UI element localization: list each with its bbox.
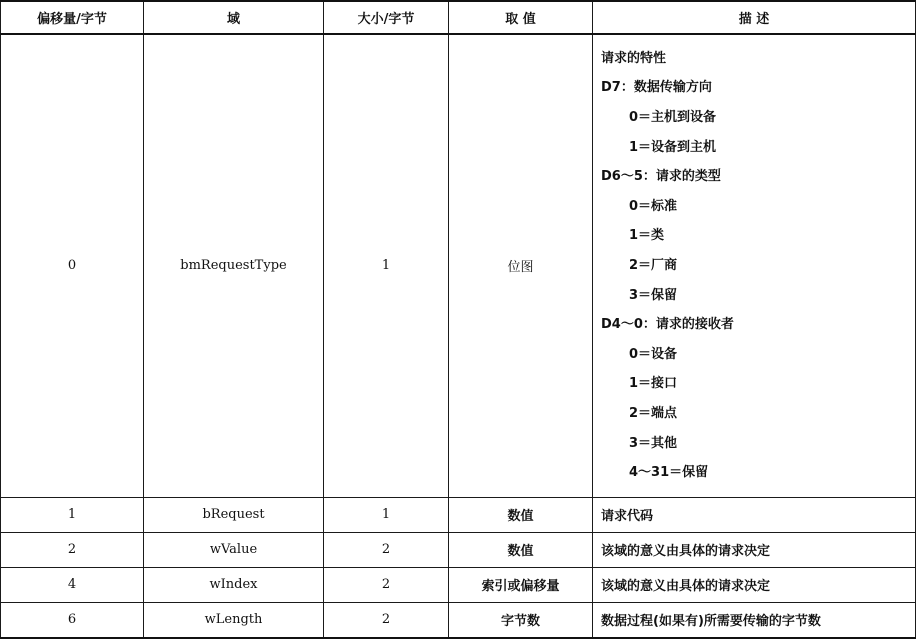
offset-cell: 1 [1, 497, 144, 532]
description-line: 请求的特性 [601, 50, 667, 66]
description-line: 0＝设备 [629, 346, 678, 362]
size-cell: 1 [324, 34, 449, 497]
table-row [1, 532, 916, 567]
size-cell: 2 [324, 532, 449, 567]
description-line: D4～0：请求的接收者 [601, 317, 734, 333]
value-cell: 位图 [449, 34, 593, 497]
header-offset: 偏移量/字节 [1, 1, 144, 34]
field-cell: wLength [144, 602, 324, 638]
description-line: 4～31＝保留 [629, 465, 709, 481]
description-line: 1＝接口 [629, 376, 678, 392]
table-row [1, 602, 916, 638]
field-cell: bmRequestType [144, 34, 324, 497]
description-line: 0＝主机到设备 [629, 110, 717, 125]
description-lines [601, 44, 915, 488]
description-line: 3＝保留 [629, 287, 678, 303]
value-cell: 数值 [449, 497, 593, 532]
offset-cell: 2 [1, 532, 144, 567]
description-line: 2＝端点 [629, 405, 678, 421]
offset-cell: 6 [1, 602, 144, 638]
offset-cell: 4 [1, 567, 144, 602]
description-line: 2＝厂商 [629, 257, 678, 273]
header-size: 大小/字节 [324, 1, 449, 34]
size-cell: 2 [324, 602, 449, 638]
description-cell: 数据过程(如果有)所需要传输的字节数 [593, 602, 916, 638]
header-description: 描 述 [593, 1, 916, 34]
size-cell: 2 [324, 567, 449, 602]
description-cell: 请求代码 [593, 497, 916, 532]
description-cell: 该域的意义由具体的请求决定 [593, 567, 916, 602]
field-cell: bRequest [144, 497, 324, 532]
description-line: D7：数据传输方向 [601, 80, 712, 96]
description-line: 0＝标准 [629, 198, 678, 214]
field-cell: wIndex [144, 567, 324, 602]
offset-cell: 0 [1, 34, 144, 497]
header-value: 取 值 [449, 1, 593, 34]
description-line: D6～5：请求的类型 [601, 169, 721, 185]
table-row [1, 567, 916, 602]
size-cell: 1 [324, 497, 449, 532]
table-row [1, 497, 916, 532]
value-cell: 字节数 [449, 602, 593, 638]
value-cell: 数值 [449, 532, 593, 567]
header-row [1, 1, 916, 34]
value-cell: 索引或偏移量 [449, 567, 593, 602]
field-cell: wValue [144, 532, 324, 567]
description-line: 3＝其他 [629, 435, 678, 451]
header-field: 域 [144, 1, 324, 34]
table-row [1, 34, 916, 497]
description-cell [593, 34, 916, 497]
description-line: 1＝类 [629, 228, 665, 244]
description-line: 1＝设备到主机 [629, 139, 717, 155]
description-cell: 该域的意义由具体的请求决定 [593, 532, 916, 567]
